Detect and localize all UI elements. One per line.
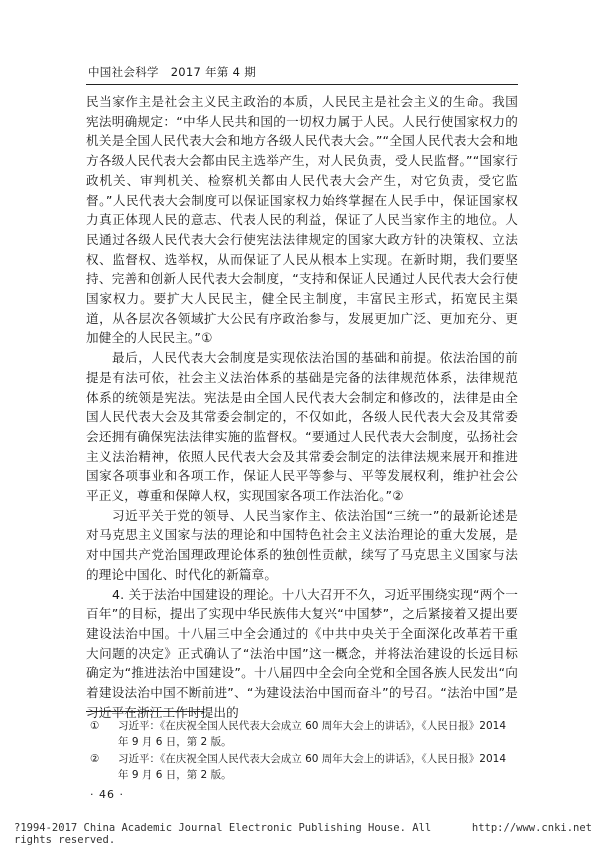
footnote-text: 习近平：《在庆祝全国人民代表大会成立 60 周年大会上的讲话》，《人民日报》2014 年 9 月 6 日，第 2 版。 — [118, 720, 507, 748]
paragraph: 最后，人民代表大会制度是实现依法治国的基础和前提。依法治国的前提是有法可依，社会主义法治体系的基础是完备的法律规范体系，法律规范体系的统领是宪法。宪法是由全国人民代表大会制定和修改的，法律是由全国人民代表大会及其常委会制定的，不仅如此，各级人民代表大会及其常委会还拥有确保宪法法律实施的监督权。“要通过人民代表大会制度，弘扬社会主义法治精神，依照人民代表大会及其常委会制定的法律法规来展开和推进国家各项事业和各项工作，保证人民平等参与、平等发展权利，维护社会公平正义，尊重和保障人权，实现国家各项工作法治化。”② — [86, 350, 518, 504]
issue-label: 2017 年第 4 期 — [170, 65, 257, 79]
journal-title: 中国社会科学 — [88, 65, 159, 79]
footnote — [86, 751, 518, 783]
paragraph: 民当家作主是社会主义民主政治的本质，人民民主是社会主义的生命。我国宪法明确规定：“中华人民共和国的一切权力属于人民。人民行使国家权力的机关是全国人民代表大会和地方各级人民代表大会。”“全国人民代表大会和地方各级人民代表大会都由民主选举产生，对人民负责，受人民监督。”“国家行政机关、审判机关、检察机关都由人民代表大会产生，对它负责，受它监督。”人民代表大会制度可以保证国家权力始终掌握在人民手中，保证国家权力真正体现人民的意志、代表人民的利益，保证了人民当家作主的地位。人民通过各级人民代表大会行使宪法法律规定的国家大政方针的决策权、立法权、监督权、选举权，从而保证了人民从根本上实现。在新时期，我们要坚持、完善和创新人民代表大会制度，“支持和保证人民通过人民代表大会行使国家权力。要扩大人民民主，健全民主制度，丰富民主形式，拓宽民主渠道，从各层次各领域扩大公民有序政治参与，发展更加广泛、更加充分、更加健全的人民民主。”① — [86, 94, 518, 346]
footnote-mark: ② — [90, 753, 100, 765]
body-text — [86, 92, 518, 723]
footnote — [86, 718, 518, 750]
copyright-line — [14, 822, 592, 846]
page-number: · 46 · — [90, 788, 124, 801]
copyright-notice: ?1994-2017 China Academic Journal Electronic Publishing House. All rights reserved. — [14, 822, 432, 846]
footnotes — [86, 718, 518, 784]
paragraph: 习近平关于党的领导、人民当家作主、依法治国“三统一”的最新论述是对马克思主义国家与法的理论和中国特色社会主义法治理论的重大发展，是对中国共产党治国理政理论体系的独创性贡献，续写了马克思主义国家与法的理论中国化、时代化的新篇章。 — [86, 507, 518, 582]
footnote-mark: ① — [90, 720, 100, 732]
footnote-rule — [86, 711, 204, 712]
paragraph: 4. 关于法治中国建设的理论。十八大召开不久，习近平围绕实现“两个一百年”的目标，提出了实现中华民族伟大复兴“中国梦”，之后紧接着又提出要建设法治中国。十八届三中全会通过的《中共中央关于全面深化改革若干重大问题的决定》正式确认了“法治中国”这一概念，并将法治建设的长远目标确定为“推进法治中国建设”。十八届四中全会向全党和全国各族人民发出“向着建设法治中国不断前进”、“为建设法治中国而奋斗”的号召。“法治中国”是习近平在浙江工作时提出的 — [86, 586, 518, 720]
header-rule — [86, 84, 518, 85]
running-header — [88, 64, 518, 80]
cnki-link[interactable]: http://www.cnki.net — [471, 822, 592, 834]
footnote-text: 习近平：《在庆祝全国人民代表大会成立 60 周年大会上的讲话》，《人民日报》2014 年 9 月 6 日，第 2 版。 — [118, 753, 507, 781]
